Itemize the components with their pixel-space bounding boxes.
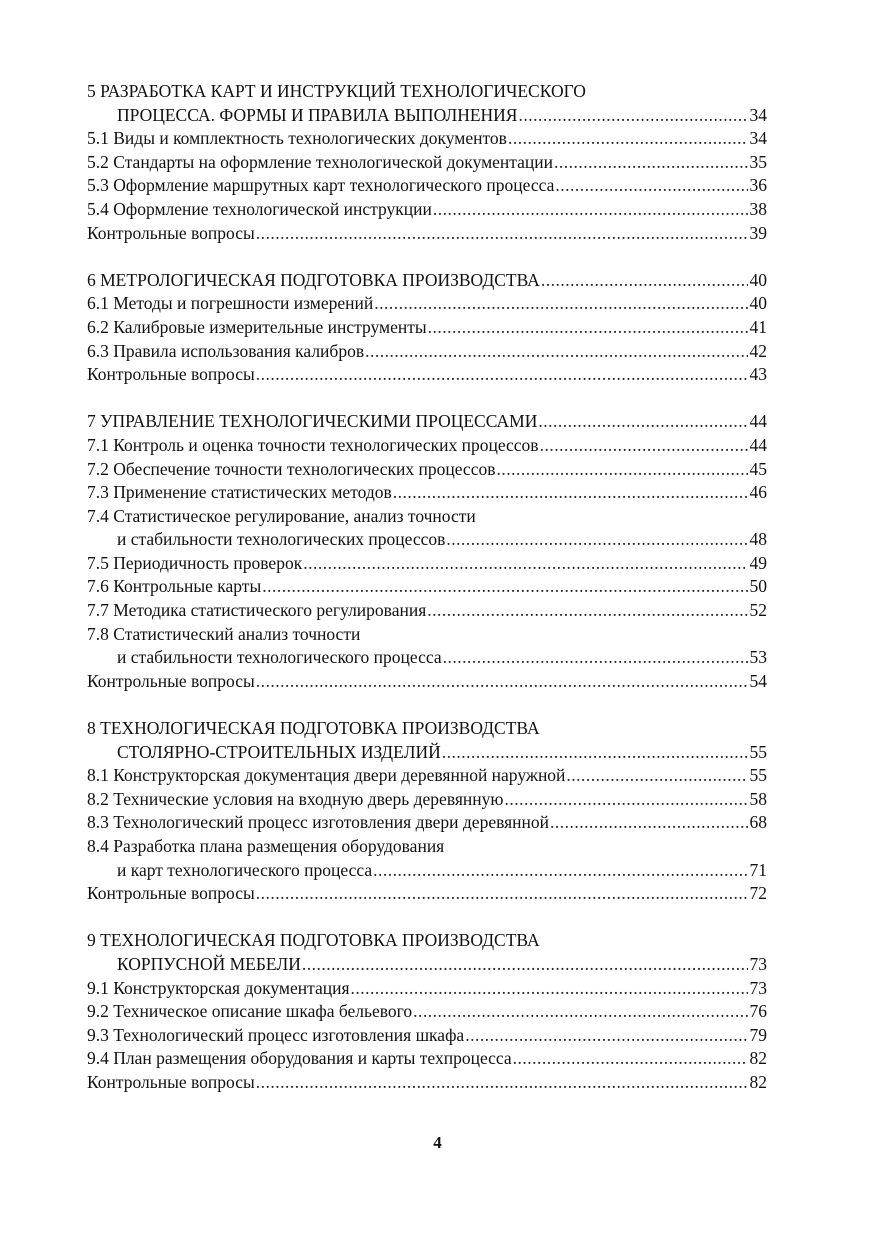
toc-entry-title: 7.5 Периодичность проверок [87,552,303,573]
toc-entry-page: 35 [749,151,767,172]
toc-entry-title: 7.2 Обеспечение точности технологических процессов [87,458,496,479]
toc-entry-title: 5.3 Оформление маршрутных карт технологического процесса [87,175,555,196]
toc-section [87,269,767,387]
toc-entry-page: 34 [749,128,767,149]
toc-entry [87,458,767,482]
dot-leader [446,528,748,552]
toc-entry-page: 39 [749,222,767,243]
dot-leader [504,788,748,812]
toc-entry-page: 43 [749,364,767,385]
toc-entry-title: 7.4 Статистическое регулирование, анализ точности [87,505,476,526]
toc-entry-title: 9.4 План размещения оборудования и карты техпроцесса [87,1048,512,1069]
toc-entry-title: и стабильности технологических процессов [117,529,446,550]
toc-entry-title: 9.3 Технологический процесс изготовления шкафа [87,1024,465,1045]
toc-entry-title: 5.2 Стандарты на оформление технологической документации [87,151,554,172]
toc-entry [87,764,767,788]
toc-entry [87,646,767,670]
toc-entry-title: ПРОЦЕССА. ФОРМЫ И ПРАВИЛА ВЫПОЛНЕНИЯ [117,104,518,125]
dot-leader [513,1047,748,1071]
toc-entry-page: 53 [749,647,767,668]
toc-entry-title: 6.3 Правила использования калибров [87,340,365,361]
toc-entry-page: 55 [749,765,767,786]
toc-entry-title: 8 ТЕХНОЛОГИЧЕСКАЯ ПОДГОТОВКА ПРОИЗВОДСТВА [87,718,540,739]
toc-entry-page: 40 [749,293,767,314]
toc-entry-page: 79 [749,1024,767,1045]
toc-entry-title: и карт технологического процесса [117,859,373,880]
toc-entry [87,505,767,529]
toc-entry [87,859,767,883]
dot-leader [262,575,748,599]
toc-entry-title: 7.6 Контрольные карты [87,576,262,597]
dot-leader [508,127,748,151]
toc-entry [87,741,767,765]
toc-entry-page: 58 [749,788,767,809]
dot-leader [365,340,748,364]
toc-entry [87,811,767,835]
toc-entry-page: 49 [749,552,767,573]
toc-entry-page: 71 [749,859,767,880]
toc-entry-page: 41 [749,316,767,337]
dot-leader [256,670,748,694]
toc-entry-page: 48 [749,529,767,550]
toc-section [87,717,767,906]
toc-entry-title: Контрольные вопросы [87,883,255,904]
dot-leader [303,552,748,576]
toc-entry-page: 52 [749,600,767,621]
dot-leader [538,410,748,434]
toc-entry-page: 34 [749,104,767,125]
toc-entry [87,410,767,434]
toc-entry [87,127,767,151]
toc-entry-title: 5 РАЗРАБОТКА КАРТ И ИНСТРУКЦИЙ ТЕХНОЛОГИЧЕСКОГО [87,81,586,101]
toc-entry-page: 45 [749,458,767,479]
toc-entry [87,528,767,552]
dot-leader [373,859,748,883]
toc-entry-page: 44 [749,434,767,455]
toc-entry [87,1000,767,1024]
toc-entry [87,316,767,340]
dot-leader [413,1000,748,1024]
toc-entry-page: 76 [749,1001,767,1022]
toc-entry [87,835,767,859]
toc-entry [87,1071,767,1095]
toc-entry-title: 7.8 Статистический анализ точности [87,623,361,644]
toc-entry-page: 82 [749,1048,767,1069]
toc-entry [87,104,767,128]
dot-leader [433,198,748,222]
toc-entry-title: 6.2 Калибровые измерительные инструменты [87,316,427,337]
toc-entry [87,953,767,977]
toc-entry [87,151,767,175]
toc-entry [87,977,767,1001]
dot-leader [393,481,748,505]
toc-entry-page: 38 [749,198,767,219]
toc-entry-page: 46 [749,482,767,503]
toc-entry-title: 9 ТЕХНОЛОГИЧЕСКАЯ ПОДГОТОВКА ПРОИЗВОДСТВА [87,930,540,951]
toc-entry-title: 8.4 Разработка плана размещения оборудования [87,836,445,856]
toc-entry [87,1024,767,1048]
dot-leader [541,269,748,293]
dot-leader [496,458,748,482]
dot-leader [540,434,748,458]
toc-entry-page: 50 [749,576,767,597]
toc-entry [87,363,767,387]
dot-leader [302,953,748,977]
dot-leader [351,977,749,1001]
toc-entry-title: 6 МЕТРОЛОГИЧЕСКАЯ ПОДГОТОВКА ПРОИЗВОДСТВА [87,269,540,290]
toc-entry-page: 73 [749,977,767,998]
dot-leader [443,646,748,670]
toc-entry-page: 42 [749,340,767,361]
dot-leader [374,292,748,316]
toc-entry [87,623,767,647]
toc-entry-title: и стабильности технологического процесса [117,647,442,668]
toc-entry [87,575,767,599]
toc-entry-title: 8.3 Технологический процесс изготовления двери деревянной [87,812,550,833]
toc-entry-title: 5.4 Оформление технологической инструкции [87,198,432,219]
toc-entry-title: Контрольные вопросы [87,364,255,385]
toc-entry [87,198,767,222]
toc-entry [87,599,767,623]
toc-entry [87,174,767,198]
toc-entry-title: КОРПУСНОЙ МЕБЕЛИ [117,953,301,974]
toc-entry-title: 6.1 Методы и погрешности измерений [87,293,374,314]
toc-section [87,80,767,245]
toc-entry [87,269,767,293]
page-number: 4 [433,1133,442,1152]
dot-leader [256,882,748,906]
toc-entry-page: 40 [749,269,767,290]
toc-entry-title: 7 УПРАВЛЕНИЕ ТЕХНОЛОГИЧЕСКИМИ ПРОЦЕССАМИ [87,411,538,432]
toc-entry [87,292,767,316]
toc-entry [87,552,767,576]
dot-leader [256,1071,748,1095]
dot-leader [428,316,748,340]
toc-entry [87,340,767,364]
dot-leader [566,764,748,788]
toc-section [87,410,767,693]
toc-entry [87,670,767,694]
dot-leader [256,363,748,387]
toc-entry-title: Контрольные вопросы [87,670,255,691]
toc-entry-title: Контрольные вопросы [87,222,255,243]
toc-entry [87,1047,767,1071]
toc-entry-page: 68 [749,812,767,833]
toc-entry-title: 7.3 Применение статистических методов [87,482,392,503]
dot-leader [442,741,748,765]
toc-entry [87,222,767,246]
toc-entry-title: СТОЛЯРНО-СТРОИТЕЛЬНЫХ ИЗДЕЛИЙ [117,741,441,762]
toc-entry-page: 55 [749,741,767,762]
dot-leader [518,104,748,128]
toc-entry-page: 44 [749,411,767,432]
toc-entry-title: 7.7 Методика статистического регулирования [87,600,427,621]
toc-entry-title: 9.2 Техническое описание шкафа бельевого [87,1001,413,1022]
toc-entry [87,80,767,104]
dot-leader [550,811,748,835]
toc-entry-page: 72 [749,883,767,904]
dot-leader [465,1024,748,1048]
dot-leader [555,174,748,198]
toc-section [87,929,767,1094]
toc-entry-page: 73 [749,953,767,974]
toc-entry [87,717,767,741]
toc-entry-title: Контрольные вопросы [87,1071,255,1092]
toc-entry-page: 54 [749,670,767,691]
toc-entry-page: 36 [749,175,767,196]
toc-entry-title: 8.2 Технические условия на входную дверь деревянную [87,788,504,809]
toc-entry [87,882,767,906]
toc-entry [87,788,767,812]
toc-entry-title: 5.1 Виды и комплектность технологических документов [87,128,507,149]
dot-leader [256,222,748,246]
dot-leader [427,599,748,623]
toc-entry-title: 8.1 Конструкторская документация двери деревянной наружной [87,765,566,786]
toc-entry [87,434,767,458]
toc-entry-title: 9.1 Конструкторская документация [87,977,350,998]
toc-entry [87,929,767,953]
toc-entry-page: 82 [749,1071,767,1092]
toc-entry-title: 7.1 Контроль и оценка точности технологических процессов [87,434,539,455]
dot-leader [554,151,748,175]
toc-entry [87,481,767,505]
table-of-contents [87,80,767,1095]
